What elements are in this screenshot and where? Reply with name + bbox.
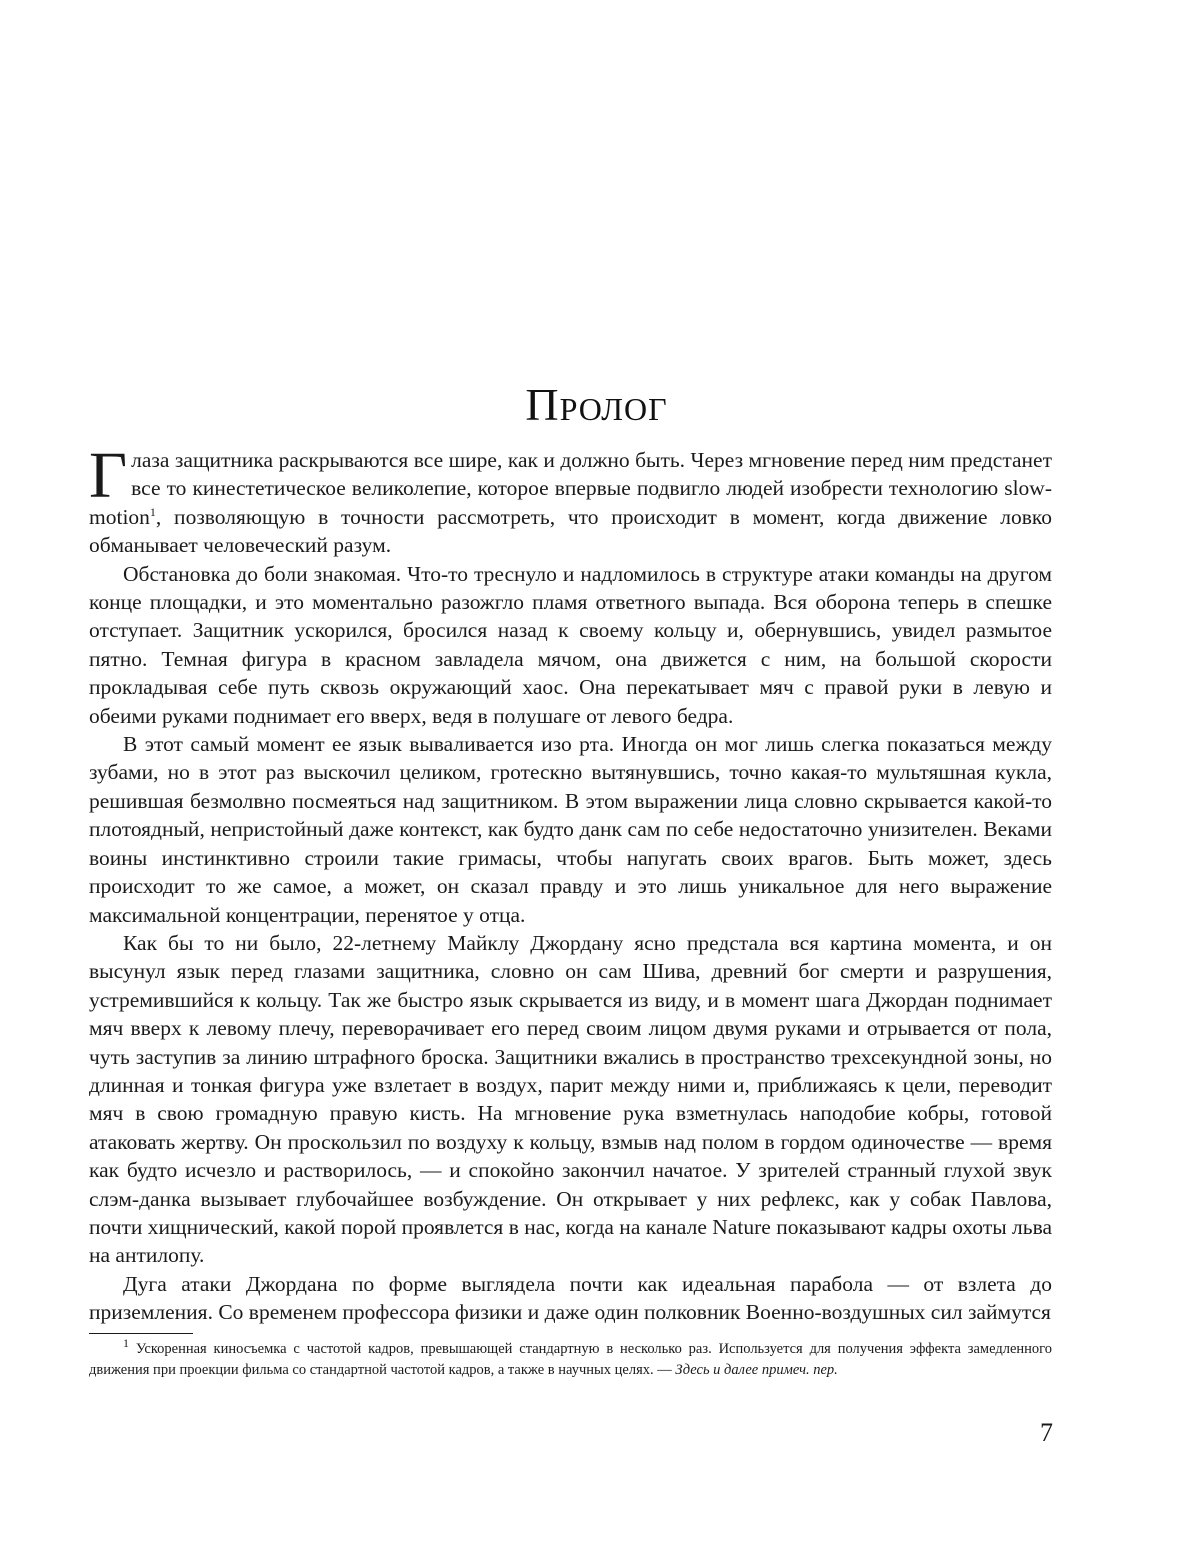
paragraph-4: Как бы то ни было, 22-летнему Майклу Джордану ясно предстала вся картина момента, и он высунул язык перед глазами защитника, словно он сам Шива, древний бог смерти и разрушения, устремившийся к кольцу. Так же быстро язык скрывается из виду, и в момент шага Джордан поднимает мяч вверх к левому плечу, переворачивает его перед своим лицом двумя руками и отрывается от пола, чуть заступив за линию штрафного броска. Защитники вжались в пространство трехсекундной зоны, но длинная и тонкая фигура уже взлетает в воздух, парит между ними и, приближаясь к цели, переводит мяч в свою громадную правую кисть. На мгновение рука взметнулась наподобие кобры, готовой атаковать жертву. Он проскользил по воздуху к кольцу, взмыв над полом в гордом одиночестве — время как будто исчезло и растворилось, — и спокойно закончил начатое. У зрителей странный глухой звук слэм-данка вызывает глубочайшее возбуждение. Он открывает у них рефлекс, как у собак Павлова, почти хищнический, какой порой проявлется в нас, когда на канале Nature показывают кадры охоты льва на антилопу. [89,930,1052,1268]
footnote-note: Здесь и далее примеч. пер. [675,1362,838,1378]
footnote-text: Ускоренная киносъемка с частотой кадров, превышающей стандартную в несколько раз. Используется для получения эффекта замедленного движения при проекции фильма со стандартной частотой кадров, а также в научных целях. — [89,1341,1052,1378]
paragraph-3: В этот самый момент ее язык вываливается изо рта. Иногда он мог лишь слегка показаться между зубами, но в этот раз выскочил целиком, гротескно вытянувшись, точно какая-то мультяшная кукла, решившая безмолвно посмеяться над защитником. В этом выражении лица словно скрывается какой-то плотоядный, непристойный даже контекст, как будто данк сам по себе недостаточно унизителен. Веками воины инстинктивно строили такие гримасы, чтобы напугать своих врагов. Быть может, здесь происходит то же самое, а может, он сказал правду и это лишь уникальное для него выражение максимальной концентрации, перенятое у отца. [89,732,1052,927]
paragraph-2: Обстановка до боли знакомая. Что-то треснуло и надломилось в структуре атаки команды на другом конце площадки, и это моментально разожгло пламя ответного выпада. Вся оборона теперь в спешке отступает. Защитник ускорился, бросился назад к своему кольцу и, обернувшись, увидел размытое пятно. Темная фигура в красном завладела мячом, она движется с ним, на большой скорости прокладывая себе путь сквозь окружающий хаос. Она перекатывает мяч с правой руки в левую и обеими руками поднимает его вверх, ведя в полушаге от левого бедра. [89,561,1052,728]
drop-cap: Г [89,439,128,512]
paragraph-5: Дуга атаки Джордана по форме выглядела почти как идеальная парабола — от взлета до приземления. Со временем профессора физики и даже один полковник Военно-воздушных сил займутся [89,1271,1052,1325]
footnote-marker: 1 [123,1336,129,1351]
footnote-divider [89,1333,193,1334]
footnote-reference[interactable]: 1 [149,504,156,519]
footnote [89,1336,1052,1381]
paragraph-1-text-b: , позволяющую в точности рассмотреть, что происходит в момент, когда движение ловко обманывает человеческий разум. [89,504,1052,558]
chapter-title: Пролог [525,379,668,430]
paragraph-1-text-a: лаза защитника раскрываются все шире, как и должно быть. Через мгновение перед ним предстанет все то кинестетическое великолепие, которое впервые подвигло людей изобрести технологию slow-motion [89,448,1052,529]
page-number: 7 [1040,1418,1053,1447]
main-text [89,439,1052,1327]
paragraph-1 [89,439,1052,560]
